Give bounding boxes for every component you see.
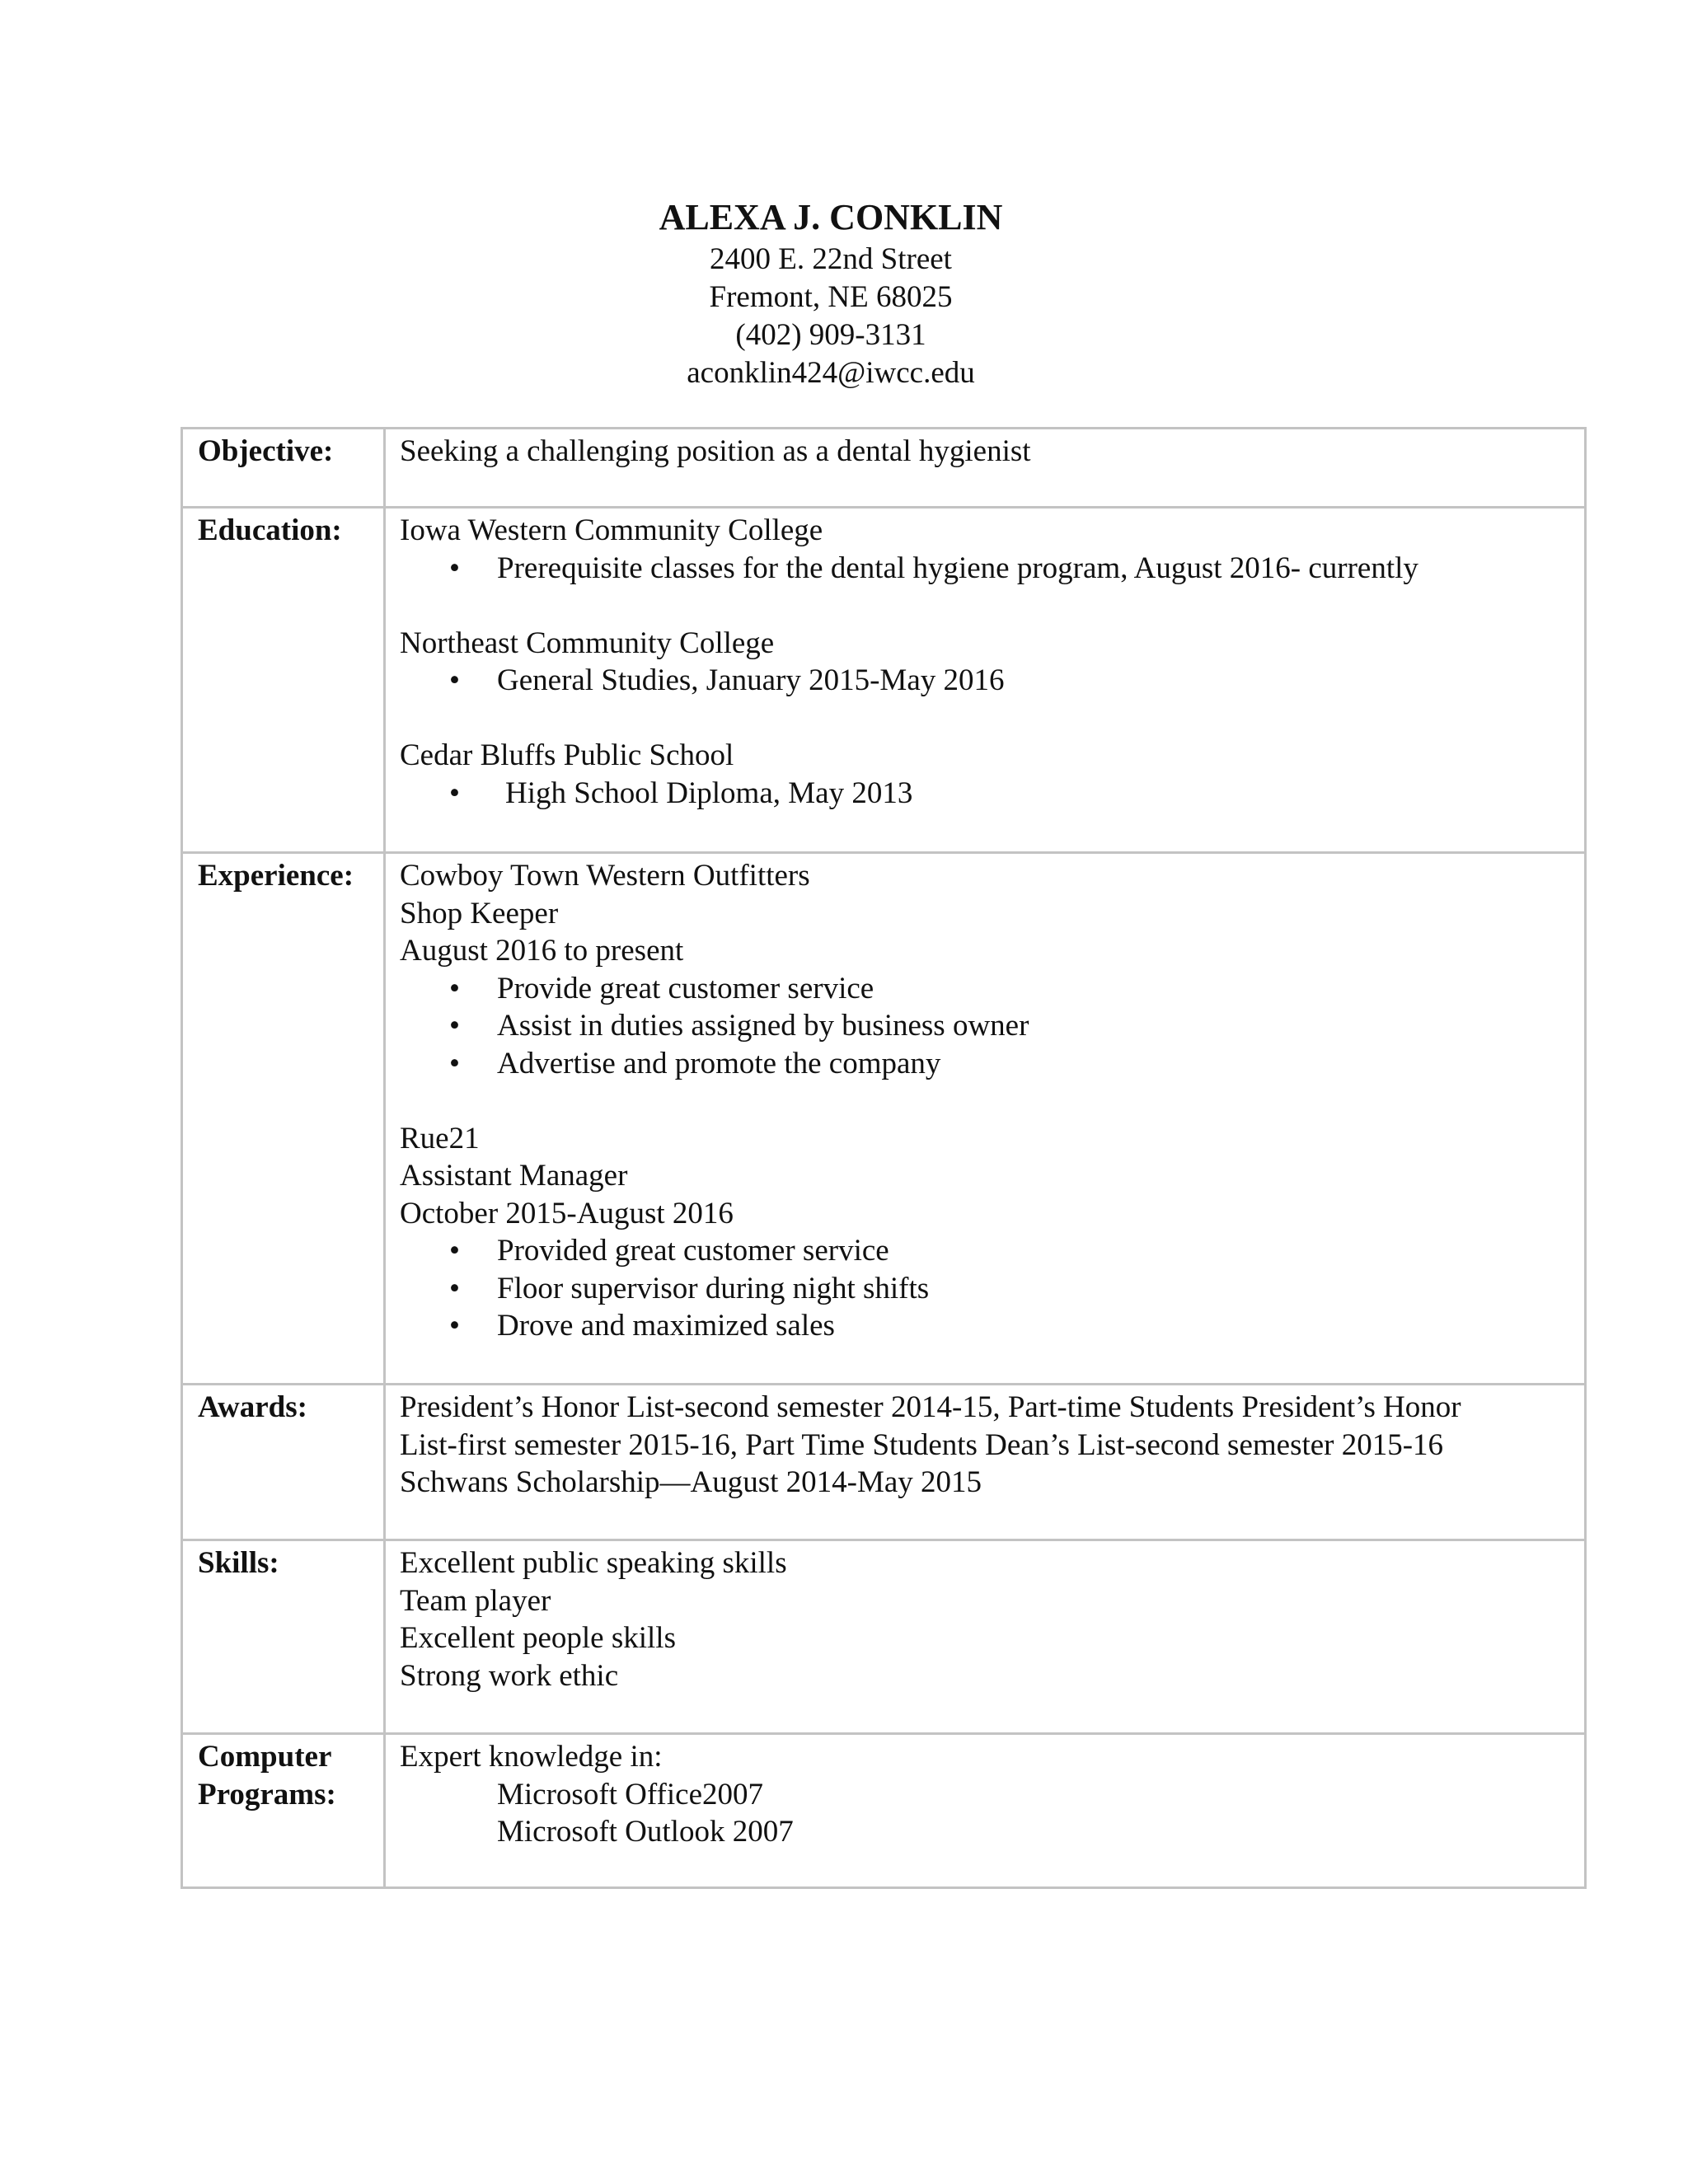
objective-row: [182, 429, 1586, 508]
bullet-icon: •: [449, 971, 460, 1005]
bullet-icon: •: [449, 663, 460, 697]
award-line: President’s Honor List-second semester 2014-15, Part-time Students President’s Honor: [400, 1390, 1461, 1424]
school-name: Northeast Community College: [400, 626, 775, 660]
education-content: [385, 508, 1586, 853]
objective-text: Seeking a challenging position as a dental hygienist: [400, 434, 1031, 468]
bullet-icon: •: [449, 551, 460, 585]
job-duty: [400, 1007, 1578, 1045]
programs-intro: Expert knowledge in:: [400, 1740, 663, 1774]
email-address: aconklin424@iwcc.edu: [687, 356, 975, 390]
skill-item: Excellent people skills: [400, 1621, 676, 1655]
resume-table: [181, 427, 1587, 1889]
spacer: [400, 587, 1578, 625]
school-detail: [400, 662, 1578, 700]
computer-programs-content: [385, 1734, 1586, 1888]
job-duty: [400, 970, 1578, 1008]
school-name: Iowa Western Community College: [400, 513, 823, 547]
bullet-icon: •: [449, 776, 460, 810]
bullet-icon: •: [449, 1309, 460, 1343]
city-state-zip: Fremont, NE 68025: [709, 280, 953, 314]
computer-programs-row: [182, 1734, 1586, 1888]
job-duty: [400, 1307, 1578, 1345]
award-line: List-first semester 2015-16, Part Time Students Dean’s List-second semester 2015-16: [400, 1427, 1444, 1462]
phone-number: (402) 909-3131: [735, 318, 926, 352]
awards-content: [385, 1385, 1586, 1540]
job-duty-text: Provided great customer service: [497, 1234, 889, 1268]
skills-label: Skills:: [182, 1540, 385, 1734]
skill-item: Team player: [400, 1583, 551, 1618]
bullet-icon: •: [449, 1009, 460, 1043]
program-item: Microsoft Office2007: [497, 1777, 763, 1811]
skill-item: Strong work ethic: [400, 1658, 619, 1693]
school-name: Cedar Bluffs Public School: [400, 738, 734, 772]
job-dates: August 2016 to present: [400, 934, 684, 968]
programs-label-line: Programs:: [198, 1777, 336, 1811]
job-duty-text: Advertise and promote the company: [497, 1046, 941, 1080]
bullet-icon: •: [449, 1234, 460, 1268]
program-item: Microsoft Outlook 2007: [497, 1815, 794, 1849]
job-duty-text: Provide great customer service: [497, 971, 874, 1005]
skills-content: [385, 1540, 1586, 1734]
applicant-name: ALEXA J. CONKLIN: [659, 197, 1003, 237]
bullet-icon: •: [449, 1271, 460, 1305]
spacer: [400, 1082, 1578, 1120]
objective-label: Objective:: [182, 429, 385, 508]
skills-row: [182, 1540, 1586, 1734]
awards-label: Awards:: [182, 1385, 385, 1540]
award-line: Schwans Scholarship—August 2014-May 2015: [400, 1465, 982, 1499]
objective-content: [385, 429, 1586, 508]
school-detail-text: High School Diploma, May 2013: [505, 776, 913, 810]
computer-programs-label: [182, 1734, 385, 1888]
skill-item: Excellent public speaking skills: [400, 1546, 787, 1580]
job-duty: [400, 1045, 1578, 1083]
experience-row: [182, 853, 1586, 1385]
awards-row: [182, 1385, 1586, 1540]
job-company: Cowboy Town Western Outfitters: [400, 859, 810, 893]
school-detail: [400, 775, 1578, 813]
education-label: Education:: [182, 508, 385, 853]
job-dates: October 2015-August 2016: [400, 1196, 734, 1230]
computer-label-line: Computer: [198, 1740, 332, 1774]
school-detail-text: Prerequisite classes for the dental hygiene program, August 2016- currently: [497, 551, 1418, 585]
job-duty-text: Drove and maximized sales: [497, 1309, 835, 1343]
job-title: Shop Keeper: [400, 896, 559, 930]
job-duty: [400, 1232, 1578, 1270]
bullet-icon: •: [449, 1046, 460, 1080]
job-title: Assistant Manager: [400, 1159, 628, 1193]
school-detail-text: General Studies, January 2015-May 2016: [497, 663, 1005, 697]
job-company: Rue21: [400, 1121, 480, 1155]
job-duty-text: Floor supervisor during night shifts: [497, 1271, 930, 1305]
spacer: [400, 700, 1578, 738]
experience-content: [385, 853, 1586, 1385]
street-address: 2400 E. 22nd Street: [710, 242, 952, 276]
resume-header: [0, 194, 1662, 392]
experience-label: Experience:: [182, 853, 385, 1385]
education-row: [182, 508, 1586, 853]
school-detail: [400, 550, 1578, 588]
job-duty-text: Assist in duties assigned by business owner: [497, 1009, 1029, 1043]
job-duty: [400, 1270, 1578, 1308]
